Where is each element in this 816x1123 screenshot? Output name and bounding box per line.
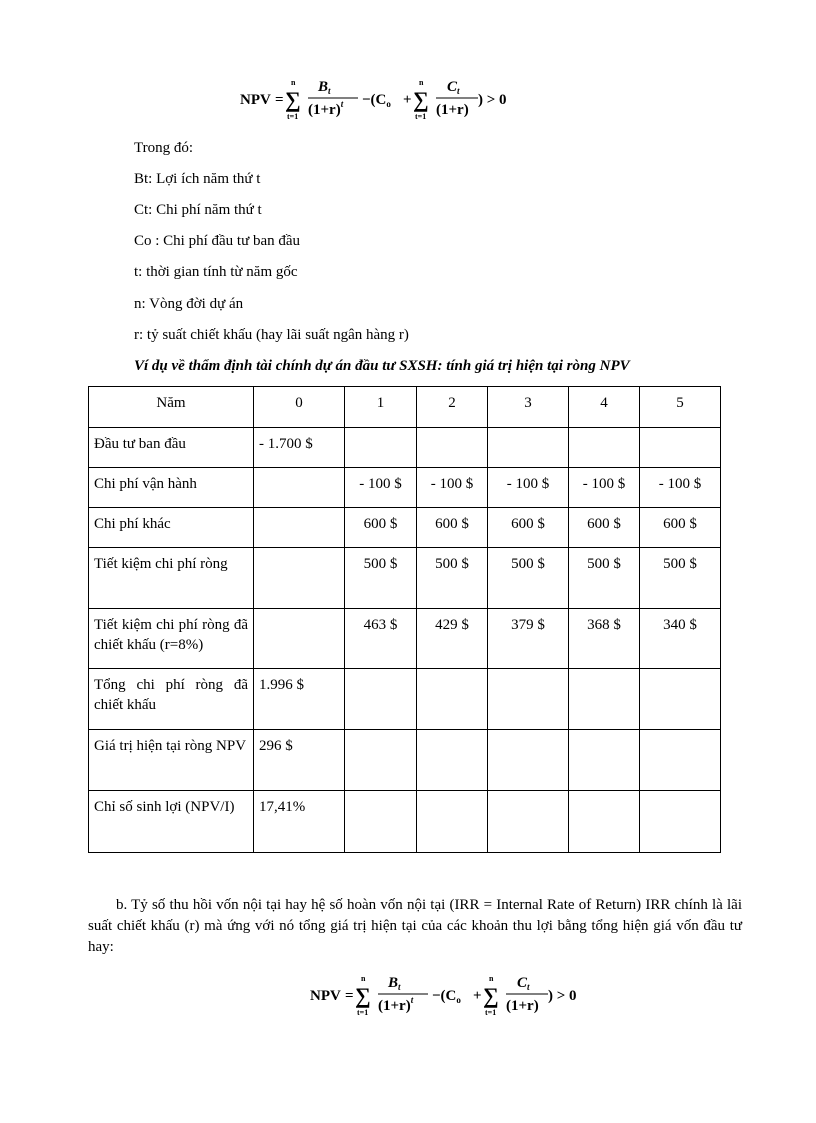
sum-sign-2: ∑	[483, 983, 499, 1008]
sum2-top: n	[489, 974, 494, 983]
table-cell: 500 $	[488, 548, 569, 609]
table-cell	[417, 730, 488, 791]
table-cell: 500 $	[569, 548, 640, 609]
table-row	[89, 609, 721, 669]
frac2-den: (1+r)	[506, 998, 539, 1014]
irr-paragraph: b. Tỷ số thu hồi vốn nội tại hay hệ số hoàn vốn nội tại (IRR = Internal Rate of Return) IRR chính là lãi suất chiết khấu (r) mà ứng với nó tổng giá trị hiện tại của các khoản thu lợi bằng tổng hiện giá vốn đầu tư hay:	[88, 897, 742, 955]
table-header-cell: 2	[417, 387, 488, 428]
sum-bottom: t=1	[287, 112, 299, 121]
table-cell	[640, 730, 721, 791]
table-caption: Ví dụ về thẩm định tài chính dự án đầu tư SXSH: tính giá trị hiện tại ròng NPV	[134, 358, 630, 374]
table-cell: 500 $	[417, 548, 488, 609]
frac1-den: $(1+r)^t$	[308, 99, 344, 118]
table-cell	[254, 548, 345, 609]
formula-eq: =	[275, 92, 284, 108]
table-cell	[569, 791, 640, 853]
table-cell: 600 $	[345, 508, 417, 548]
table-cell: - 100 $	[640, 468, 721, 508]
formula-plus: +	[473, 988, 482, 1004]
table-header-cell: Năm	[89, 387, 254, 428]
table-cell: 600 $	[417, 508, 488, 548]
table-header-cell: 3	[488, 387, 569, 428]
formula-minus-open: $-(C_o$	[432, 988, 461, 1005]
table-cell: 17,41%	[254, 791, 345, 853]
table-cell: 1.996 $	[254, 669, 345, 730]
formula-lhs: NPV	[310, 988, 341, 1004]
frac2-num: $C_t$	[517, 975, 530, 992]
table-row	[89, 730, 721, 791]
definition-t: t: thời gian tính từ năm gốc	[134, 264, 298, 280]
table-cell	[417, 791, 488, 853]
table-cell	[345, 730, 417, 791]
sum-sign: ∑	[355, 983, 371, 1008]
definition-ct: Ct: Chi phí năm thứ t	[134, 202, 262, 218]
table-cell	[488, 730, 569, 791]
definitions-intro: Trong đó:	[134, 140, 194, 156]
table-header-cell: 4	[569, 387, 640, 428]
table-cell: 368 $	[569, 609, 640, 669]
table-header-cell: 1	[345, 387, 417, 428]
table-cell: 340 $	[640, 609, 721, 669]
formula-minus-open: $-(C_o$	[362, 92, 391, 109]
table-cell	[640, 791, 721, 853]
table-cell	[254, 468, 345, 508]
table-cell	[569, 730, 640, 791]
row-label-cell: Chi phí khác	[89, 508, 254, 548]
table-cell: 600 $	[640, 508, 721, 548]
table-cell: 429 $	[417, 609, 488, 669]
npv-table	[88, 386, 721, 853]
sum2-bottom: t=1	[415, 112, 427, 121]
table-cell: 296 $	[254, 730, 345, 791]
table-cell	[640, 669, 721, 730]
sum2-top: n	[419, 78, 424, 87]
table-cell: 500 $	[345, 548, 417, 609]
table-cell: 500 $	[640, 548, 721, 609]
row-label-cell: Tổng chi phí ròng đã chiết khấu	[89, 669, 254, 730]
formula-close: ) > 0	[478, 92, 507, 108]
row-label-cell: Chi phí vận hành	[89, 468, 254, 508]
npv-formula-bottom	[310, 972, 580, 1022]
table-cell	[345, 428, 417, 468]
table-cell: - 100 $	[569, 468, 640, 508]
table-cell: - 100 $	[345, 468, 417, 508]
row-label-cell: Tiết kiệm chi phí ròng đã chiết khấu (r=8%)	[89, 609, 254, 669]
definition-co: Co : Chi phí đầu tư ban đầu	[134, 233, 301, 249]
definition-bt: Bt: Lợi ích năm thứ t	[134, 171, 261, 187]
table-row	[89, 669, 721, 730]
sum-top: n	[291, 78, 296, 87]
table-cell	[345, 791, 417, 853]
table-cell	[488, 669, 569, 730]
table-header-row	[89, 387, 721, 428]
table-cell: - 1.700 $	[254, 428, 345, 468]
table-row	[89, 791, 721, 853]
table-row	[89, 468, 721, 508]
row-label-cell: Chỉ số sinh lợi (NPV/I)	[89, 791, 254, 853]
table-row	[89, 508, 721, 548]
sum-top: n	[361, 974, 366, 983]
formula-eq: =	[345, 988, 354, 1004]
table-cell	[254, 508, 345, 548]
table-row	[89, 428, 721, 468]
sum-sign-2: ∑	[413, 87, 429, 112]
formula-lhs: NPV	[240, 92, 271, 108]
table-cell	[345, 669, 417, 730]
frac2-den: (1+r)	[436, 102, 469, 118]
formula-plus: +	[403, 92, 412, 108]
table-cell	[417, 669, 488, 730]
table-cell: 600 $	[488, 508, 569, 548]
table-cell: 600 $	[569, 508, 640, 548]
frac1-den: $(1+r)^t$	[378, 995, 414, 1014]
table-cell: - 100 $	[488, 468, 569, 508]
frac2-num: $C_t$	[447, 79, 460, 96]
table-cell	[254, 609, 345, 669]
table-header-cell: 0	[254, 387, 345, 428]
table-row	[89, 548, 721, 609]
definition-r: r: tỷ suất chiết khấu (hay lãi suất ngân hàng r)	[134, 327, 409, 343]
table-cell	[488, 791, 569, 853]
table-cell: - 100 $	[417, 468, 488, 508]
table-cell	[569, 669, 640, 730]
table-header-cell: 5	[640, 387, 721, 428]
formula-close: ) > 0	[548, 988, 577, 1004]
table-cell	[488, 428, 569, 468]
frac1-num: $B_t$	[318, 79, 331, 96]
table-cell	[569, 428, 640, 468]
row-label-cell: Đầu tư ban đầu	[89, 428, 254, 468]
table-cell: 379 $	[488, 609, 569, 669]
table-cell	[417, 428, 488, 468]
frac1-num: $B_t$	[388, 975, 401, 992]
row-label-cell: Giá trị hiện tại ròng NPV	[89, 730, 254, 791]
row-label-cell: Tiết kiệm chi phí ròng	[89, 548, 254, 609]
table-cell: 463 $	[345, 609, 417, 669]
sum-sign: ∑	[285, 87, 301, 112]
sum2-bottom: t=1	[485, 1008, 497, 1017]
sum-bottom: t=1	[357, 1008, 369, 1017]
definition-n: n: Vòng đời dự án	[134, 296, 244, 312]
table-cell	[640, 428, 721, 468]
npv-formula-top	[240, 76, 510, 126]
